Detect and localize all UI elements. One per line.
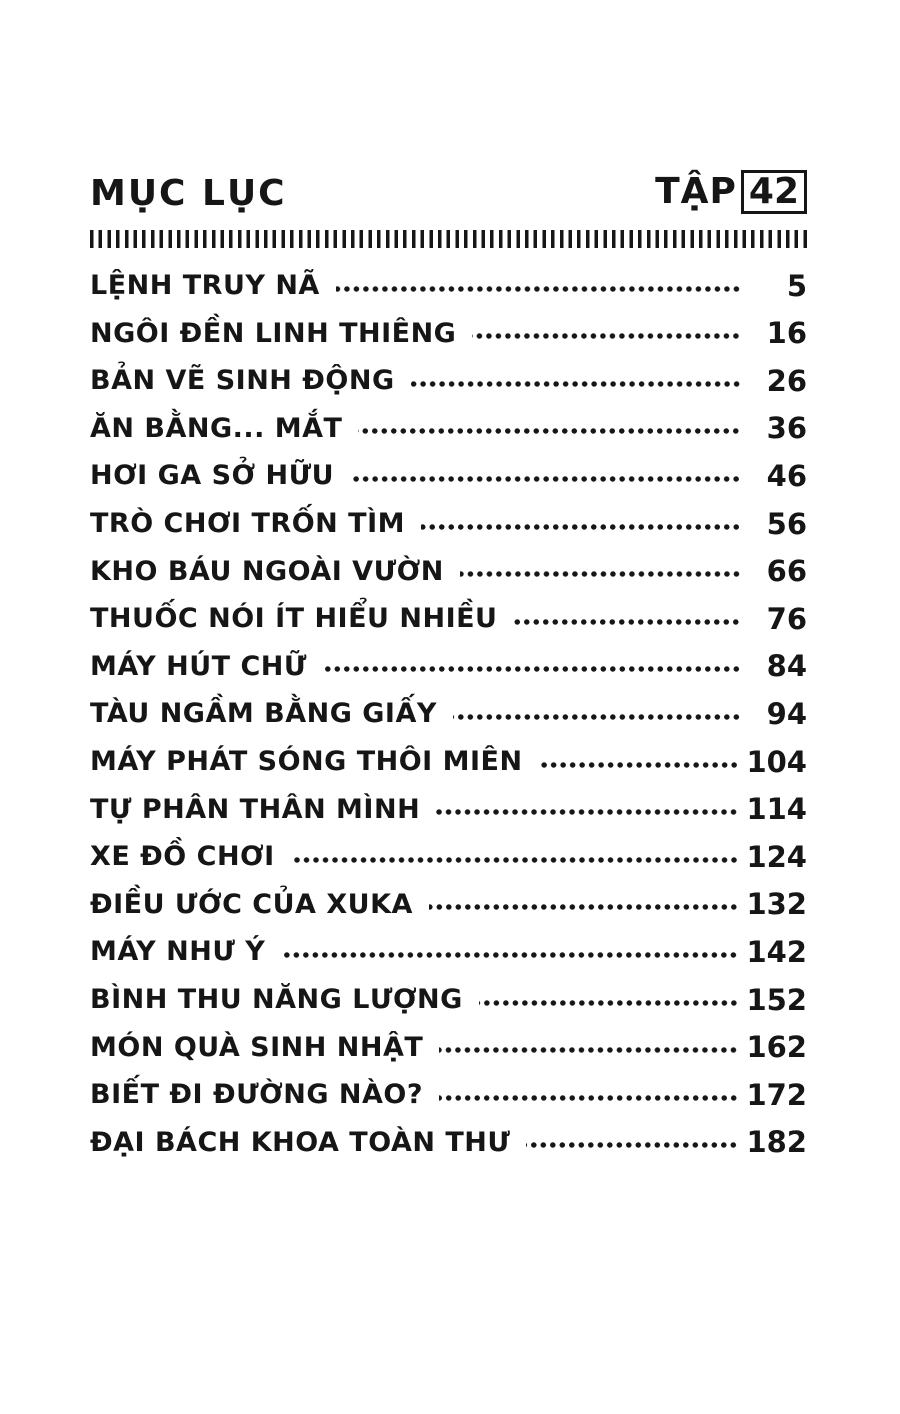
toc-row [90,976,807,1024]
toc-list [90,262,807,1166]
toc-entry-title: XE ĐỒ CHƠI [90,841,275,873]
toc-entry-page: 5 [786,268,807,303]
toc-row [90,547,807,595]
toc-row [90,738,807,786]
toc-entry-page: 46 [766,458,807,493]
dot-leader [323,664,741,674]
volume-badge [655,170,807,214]
page-title: MỤC LỤC [90,172,287,214]
toc-entry-page: 172 [746,1077,807,1112]
toc-entry-title: MÁY PHÁT SÓNG THÔI MIÊN [90,746,523,778]
dot-leader [429,902,739,912]
dot-leader [336,284,741,294]
volume-number-box: 42 [741,170,807,214]
dot-leader [539,760,739,770]
toc-entry-title: MÁY HÚT CHỮ [90,650,307,682]
toc-entry-page: 56 [766,506,807,541]
toc-row [90,785,807,833]
toc-row [90,833,807,881]
toc-row [90,595,807,643]
toc-entry-page: 152 [746,982,807,1017]
dot-leader [281,950,738,960]
toc-row [90,1071,807,1119]
toc-entry-title: HƠI GA SỞ HỮU [90,460,335,492]
toc-entry-title: ĐẠI BÁCH KHOA TOÀN THƯ [90,1126,511,1158]
toc-row [90,262,807,310]
toc-entry-page: 26 [766,363,807,398]
toc-entry-page: 104 [746,744,807,779]
toc-entry-page: 36 [766,411,807,446]
toc-entry-title: BẢN VẼ SINH ĐỘNG [90,365,395,397]
toc-entry-title: TỰ PHÂN THÂN MÌNH [90,793,421,825]
toc-entry-page: 132 [746,887,807,922]
dot-leader [439,1045,738,1055]
volume-label: TẬP [655,171,737,213]
toc-row [90,357,807,405]
toc-page [90,0,807,1414]
dot-leader [358,426,741,436]
toc-entry-page: 94 [766,696,807,731]
toc-row [90,500,807,548]
toc-entry-title: MÓN QUÀ SINH NHẬT [90,1031,424,1063]
toc-row [90,1118,807,1166]
dot-leader [291,855,739,865]
toc-row [90,309,807,357]
toc-row [90,690,807,738]
toc-entry-page: 114 [746,792,807,827]
toc-entry-title: BIẾT ĐI ĐƯỜNG NÀO? [90,1079,423,1111]
toc-entry-page: 124 [746,839,807,874]
striped-divider [90,230,807,248]
dot-leader [439,1093,738,1103]
toc-row [90,643,807,691]
toc-row [90,928,807,976]
dot-leader [472,331,741,341]
dot-leader [436,807,738,817]
toc-entry-title: TRÒ CHƠI TRỐN TÌM [90,508,405,540]
toc-row [90,452,807,500]
dot-leader [526,1140,738,1150]
toc-entry-title: BÌNH THU NĂNG LƯỢNG [90,984,463,1015]
dot-leader [411,379,741,389]
toc-entry-title: THUỐC NÓI ÍT HIỂU NHIỀU [90,603,498,635]
toc-entry-page: 16 [766,316,807,351]
dot-leader [453,712,741,722]
toc-entry-title: KHO BÁU NGOÀI VƯỜN [90,555,444,587]
dot-leader [421,522,741,532]
toc-entry-title: TÀU NGẦM BẰNG GIẤY [90,698,437,730]
toc-entry-page: 84 [766,649,807,684]
toc-entry-page: 66 [766,554,807,589]
dot-leader [460,569,741,579]
toc-row [90,881,807,929]
dot-leader [479,998,739,1008]
toc-entry-page: 182 [746,1125,807,1160]
dot-leader [350,474,741,484]
dot-leader [513,617,741,627]
toc-header [90,170,807,214]
toc-row [90,1023,807,1071]
toc-entry-title: ĐIỀU ƯỚC CỦA XUKA [90,888,413,920]
toc-entry-title: MÁY NHƯ Ý [90,936,266,968]
toc-entry-title: LỆNH TRUY NÃ [90,270,320,302]
toc-entry-page: 162 [746,1030,807,1065]
toc-entry-title: NGÔI ĐỀN LINH THIÊNG [90,317,457,349]
toc-entry-page: 142 [746,934,807,969]
toc-entry-title: ĂN BẰNG... MẮT [90,412,343,444]
toc-row [90,405,807,453]
toc-entry-page: 76 [766,601,807,636]
